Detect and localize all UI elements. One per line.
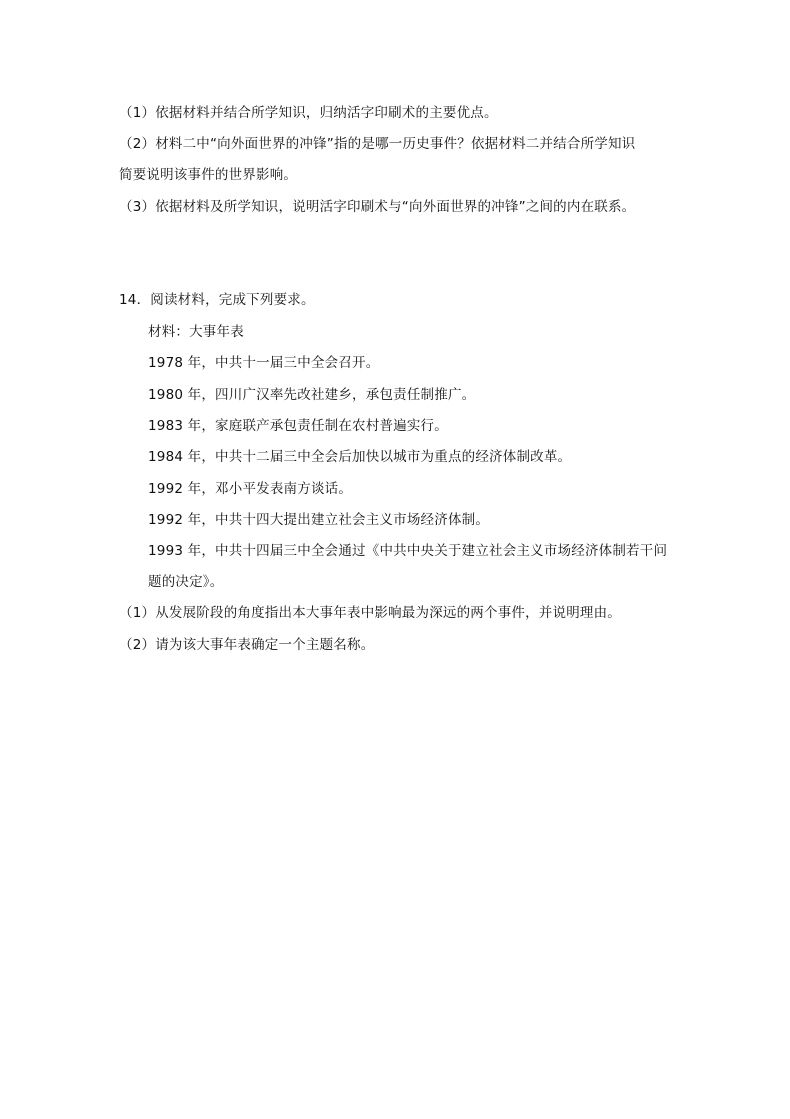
question-2-text-line-2: 简要说明该事件的世界影响。	[119, 167, 298, 183]
timeline-event: 1993 年，中共十四届三中全会通过《中共中央关于建立社会主义市场经济体制若干问	[148, 543, 668, 559]
question-14-2-text: （2）请为该大事年表确定一个主题名称。	[119, 637, 375, 653]
question-14-heading: 14．阅读材料，完成下列要求。	[119, 292, 315, 308]
timeline-event: 1984 年，中共十二届三中全会后加快以城市为重点的经济体制改革。	[148, 449, 572, 465]
timeline-event: 1980 年，四川广汉率先改社建乡，承包责任制推广。	[148, 387, 476, 403]
question-14-1-text: （1）从发展阶段的角度指出本大事年表中影响最为深远的两个事件，并说明理由。	[119, 605, 621, 621]
timeline-event-continuation: 题的决定》。	[148, 574, 224, 590]
question-3-text: （3）依据材料及所学知识，说明活字印刷术与“向外面世界的冲锋”之间的内在联系。	[119, 199, 636, 215]
timeline-event: 1992 年，邓小平发表南方谈话。	[148, 481, 353, 497]
timeline-event: 1983 年，家庭联产承包责任制在农村普遍实行。	[148, 418, 448, 434]
timeline-event: 1992 年，中共十四大提出建立社会主义市场经济体制。	[148, 512, 490, 528]
timeline-event: 1978 年，中共十一届三中全会召开。	[148, 355, 380, 371]
material-title: 材料：大事年表	[148, 324, 244, 340]
question-2-text-line-1: （2）材料二中“向外面世界的冲锋”指的是哪一历史事件？依据材料二并结合所学知识	[119, 136, 636, 152]
question-1-text: （1）依据材料并结合所学知识，归纳活字印刷术的主要优点。	[119, 105, 498, 121]
